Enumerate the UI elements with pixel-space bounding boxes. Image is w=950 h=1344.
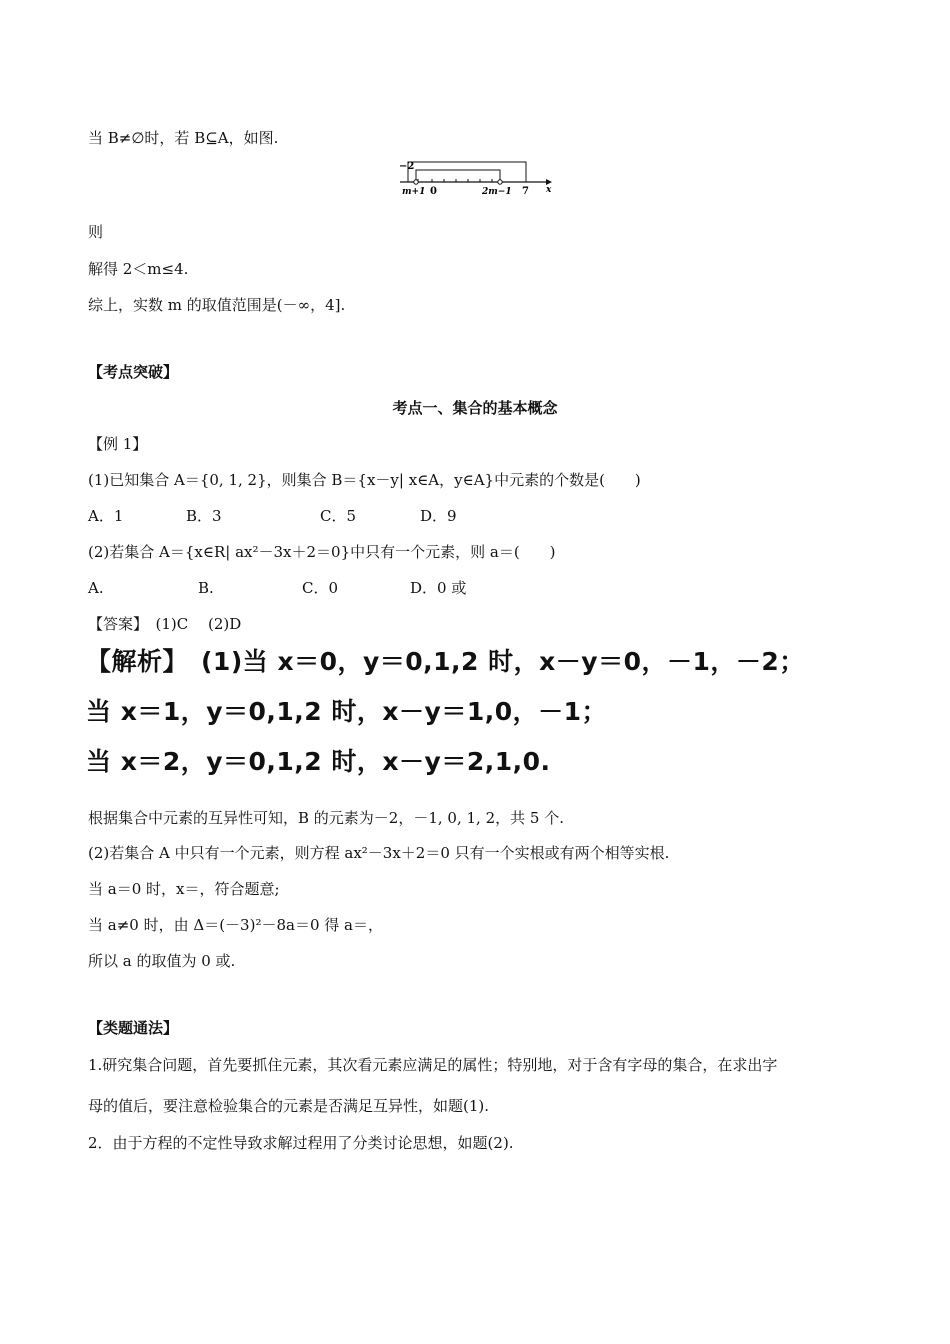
analysis-line-1: 【解析】 (1)当 x＝0，y＝0,1,2 时，x－y＝0，－1，－2； xyxy=(86,647,805,676)
body-paragraph-3: 当 a＝0 时，x＝，符合题意; xyxy=(88,880,280,898)
analysis-line-2: 当 x＝1，y＝0,1,2 时，x－y＝1,0，－1； xyxy=(86,697,608,726)
open-point-m1 xyxy=(414,180,418,184)
analysis-line-3: 当 x＝2，y＝0,1,2 时，x－y＝2,1,0. xyxy=(86,747,551,776)
q2-option-b: B. xyxy=(198,579,214,597)
label-m1: m+1 xyxy=(402,187,426,197)
answer-line: 【答案】 (1)C (2)D xyxy=(88,615,242,633)
method-heading: 【类题通法】 xyxy=(88,1019,179,1037)
q1-option-b: B．3 xyxy=(186,507,222,525)
section-heading: 【考点突破】 xyxy=(88,363,179,381)
method-item-1a: 1.研究集合问题，首先要抓住元素，其次看元素应满足的属性；特别地，对于含有字母的集合，在求出字 xyxy=(88,1056,778,1074)
q2-option-c: C．0 xyxy=(302,579,339,597)
summary-line: 综上，实数 m 的取值范围是(－∞，4]. xyxy=(88,296,346,314)
example-label: 【例 1】 xyxy=(88,435,148,453)
question-2-options xyxy=(88,578,466,598)
section-title: 考点一、集合的基本概念 xyxy=(392,399,558,417)
then-line: 则 xyxy=(88,223,104,241)
q1-option-a: A．1 xyxy=(88,507,124,525)
question-1: (1)已知集合 A＝{0, 1, 2}，则集合 B＝{x－y| x∈A，y∈A}中元素的个数是( ) xyxy=(88,471,641,489)
open-point-2m1 xyxy=(498,180,502,184)
label-2m1: 2m−1 xyxy=(482,187,512,197)
label-neg2: −2 xyxy=(399,161,415,172)
body-paragraph-2: (2)若集合 A 中只有一个元素，则方程 ax²－3x＋2＝0 只有一个实根或有两个相等实根. xyxy=(88,844,670,862)
method-item-2: 2．由于方程的不定性导致求解过程用了分类讨论思想，如题(2). xyxy=(88,1134,514,1152)
set-b-bracket xyxy=(416,170,500,180)
body-paragraph-4: 当 a≠0 时，由 Δ＝(－3)²－8a＝0 得 a＝， xyxy=(88,916,383,934)
solve-line: 解得 2＜m≤4. xyxy=(88,260,189,278)
number-line-figure xyxy=(396,158,560,198)
case-line: 当 B≠∅时，若 B⊆A，如图. xyxy=(88,129,279,147)
label-x: x xyxy=(546,185,552,195)
q1-option-d: D．9 xyxy=(420,507,457,525)
label-0: 0 xyxy=(430,186,437,197)
question-2: (2)若集合 A＝{x∈R| ax²－3x＋2＝0}中只有一个元素，则 a＝( ) xyxy=(88,543,556,561)
q2-option-a: A. xyxy=(88,579,104,597)
body-paragraph-5: 所以 a 的取值为 0 或. xyxy=(88,952,236,970)
method-item-1b: 母的值后，要注意检验集合的元素是否满足互异性，如题(1). xyxy=(88,1097,490,1115)
body-paragraph-1: 根据集合中元素的互异性可知，B 的元素为－2，－1, 0, 1, 2，共 5 个. xyxy=(88,809,564,827)
set-a-bracket xyxy=(408,162,526,182)
question-1-options xyxy=(88,506,457,526)
q1-option-c: C．5 xyxy=(320,507,357,525)
label-7: 7 xyxy=(522,186,529,197)
q2-option-d: D．0 或 xyxy=(410,579,467,597)
